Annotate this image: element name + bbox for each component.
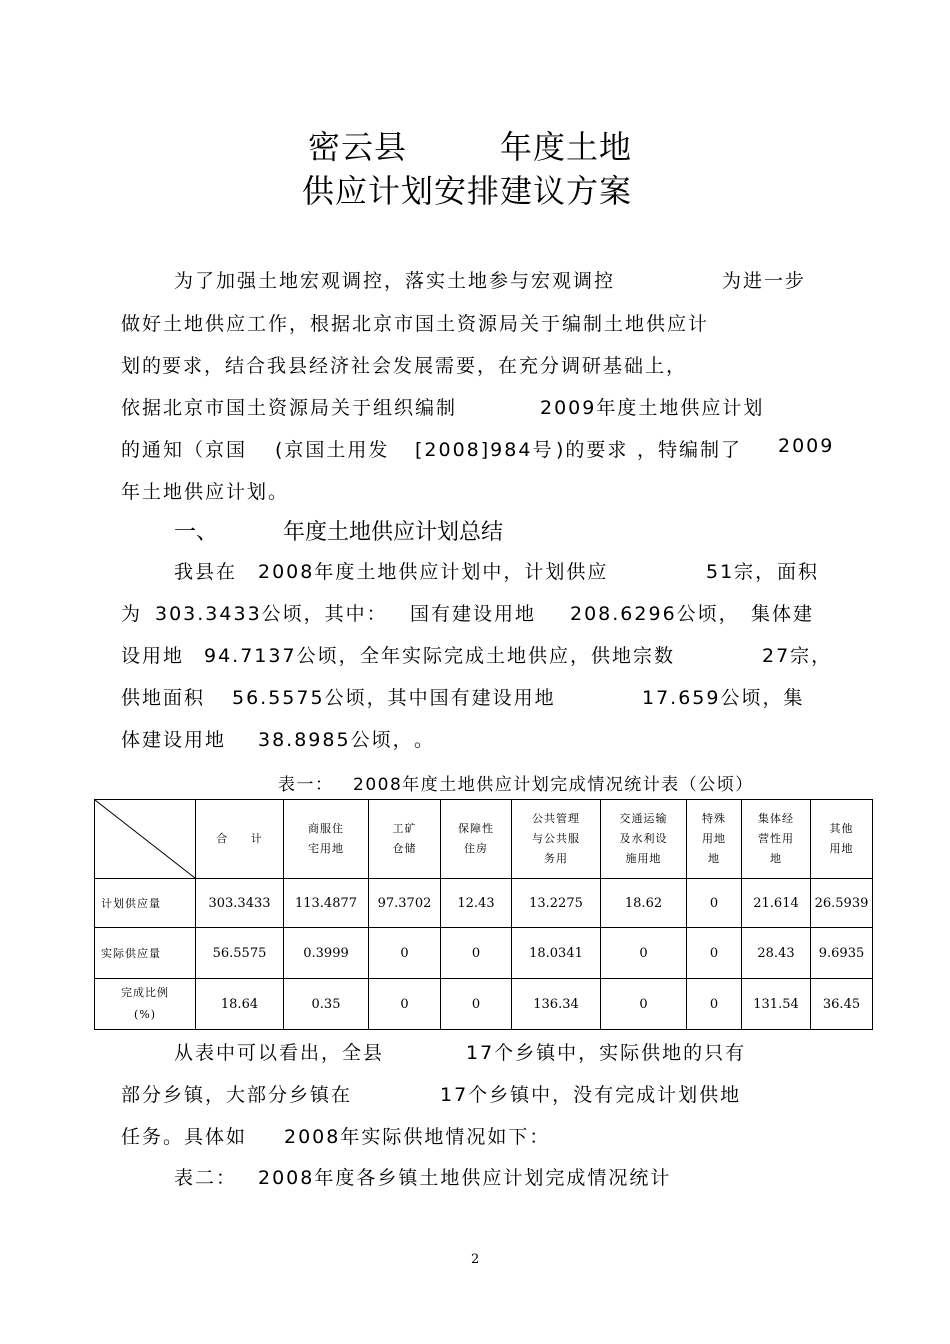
- table-cell: 131.54: [742, 979, 811, 1030]
- diagonal-line: [95, 800, 195, 878]
- row-label-ratio: 完成比例 (%): [95, 979, 196, 1030]
- after-l4-s2: 2008年度各乡镇土地供应计划完成情况统计: [258, 1167, 672, 1189]
- intro-p5-s2: (京国土用发: [275, 439, 390, 461]
- table-cell: 0: [441, 928, 512, 979]
- table-corner-cell: [95, 800, 196, 879]
- intro-p2: 做好土地供应工作，根据北京市国土资源局关于编制土地供应计: [121, 313, 710, 335]
- table-cell: 113.4877: [284, 879, 369, 928]
- summary-l4-s2: 56.5575公顷，其中国有建设用地: [232, 687, 556, 709]
- table-cell: 18.62: [601, 879, 687, 928]
- intro-p6: 年土地供应计划。: [121, 481, 290, 503]
- col-header-affordable: 保障性 住房: [441, 800, 512, 879]
- page-number: 2: [471, 1252, 480, 1267]
- table-cell: 18.64: [196, 979, 284, 1030]
- col-header-public: 公共管理 与公共服 务用: [512, 800, 601, 879]
- table-cell: 0: [601, 928, 687, 979]
- intro-p4-s1: 依据北京市国土资源局关于组织编制: [121, 397, 458, 419]
- summary-l3-s1: 设用地: [121, 645, 185, 667]
- after-l4-s1: 表二：: [174, 1167, 238, 1189]
- table-cell: 303.3433: [196, 879, 284, 928]
- table-cell: 18.0341: [512, 928, 601, 979]
- document-title-line1-a: 密云县: [308, 128, 408, 166]
- summary-l1-s4: 面积: [777, 561, 820, 583]
- col-header-industrial: 工矿 仓储: [369, 800, 441, 879]
- table-cell: 0: [601, 979, 687, 1030]
- table-cell: 0: [441, 979, 512, 1030]
- summary-l5-s2: 38.8985公顷，: [258, 729, 414, 751]
- table-header-row: [95, 800, 873, 879]
- summary-l5-s1: 体建设用地: [121, 729, 227, 751]
- summary-l2-s1: 为: [121, 603, 143, 625]
- table-cell: 0: [369, 979, 441, 1030]
- intro-p5-s3: [2008]984号: [415, 439, 554, 461]
- land-supply-table: [94, 799, 873, 1030]
- intro-p5-s6: 2009: [778, 435, 835, 457]
- summary-l1-s3: 51宗，: [706, 561, 777, 583]
- table-cell: 9.6935: [811, 928, 873, 979]
- table-cell: 13.2275: [512, 879, 601, 928]
- table-cell: 21.614: [742, 879, 811, 928]
- after-l1-s1: 从表中可以看出，全县: [174, 1042, 385, 1064]
- after-l1-s2: 17个乡镇中，实际供地的只有: [466, 1042, 747, 1064]
- document-title-line2: 供应计划安排建议方案: [302, 172, 633, 210]
- table-row: [95, 879, 873, 928]
- table-cell: 26.5939: [811, 879, 873, 928]
- intro-p5-s5: ，特编制了: [637, 439, 743, 461]
- summary-l3-s4: 27宗，: [762, 645, 833, 667]
- col-header-collective: 集体经 营性用 地: [742, 800, 811, 879]
- table-cell: 0.35: [284, 979, 369, 1030]
- summary-l2-s2: 303.3433公顷，其中：: [155, 603, 388, 625]
- table-cell: 136.34: [512, 979, 601, 1030]
- summary-l3-s2: 94.7137公顷，: [204, 645, 360, 667]
- table1-caption-text: 2008年度土地供应计划完成情况统计表（公顷）: [353, 775, 754, 795]
- section1-heading: 年度土地供应计划总结: [283, 520, 504, 545]
- section1-number: 一、: [174, 520, 219, 545]
- table-cell: 0: [687, 879, 742, 928]
- col-header-commercial: 商服住 宅用地: [284, 800, 369, 879]
- document-title-line1-b: 年度土地: [500, 128, 633, 166]
- summary-l3-s3: 全年实际完成土地供应，供地宗数: [360, 645, 676, 667]
- after-l2-s2: 17个乡镇中，没有完成计划供地: [440, 1084, 742, 1106]
- table1-caption-prefix: 表一：: [278, 775, 334, 795]
- table-cell: 0: [687, 928, 742, 979]
- summary-l4-s3: 17.659公顷，集: [642, 687, 805, 709]
- table-cell: 0.3999: [284, 928, 369, 979]
- summary-l1-s1: 我县在: [174, 561, 238, 583]
- intro-p5-s4: )的要求: [556, 439, 629, 461]
- intro-p3-s2: 要求，结合我县经济社会发展需要，在充分调研基础上，: [162, 355, 688, 377]
- table-cell: 12.43: [441, 879, 512, 928]
- table-cell: 97.3702: [369, 879, 441, 928]
- summary-l1-s2: 2008年度土地供应计划中，计划供应: [258, 561, 609, 583]
- intro-p3-s1: 划的: [121, 355, 164, 377]
- col-header-transport: 交通运输 及水利设 施用地: [601, 800, 687, 879]
- summary-l5-s3: 。: [414, 729, 436, 751]
- row-label-actual: 实际供应量: [95, 928, 196, 979]
- table-cell: 56.5575: [196, 928, 284, 979]
- col-header-total: 合 计: [196, 800, 284, 879]
- intro-p5-s1: 的通知（京国: [121, 439, 248, 461]
- summary-l2-s3: 国有建设用地: [410, 603, 537, 625]
- col-header-other: 其他 用地: [811, 800, 873, 879]
- after-l2-s1: 部分乡镇，大部分乡镇在: [121, 1084, 353, 1106]
- col-header-special: 特殊 用地 地: [687, 800, 742, 879]
- table-row: [95, 928, 873, 979]
- table-cell: 0: [687, 979, 742, 1030]
- row-label-planned: 计划供应量: [95, 879, 196, 928]
- after-l3-s2: 2008年实际供地情况如下：: [284, 1126, 551, 1148]
- intro-p1-s1: 为了加强土地宏观调控，落实土地参与宏观调控: [174, 270, 616, 292]
- intro-p4-s2: 2009年度土地供应计划: [540, 397, 765, 419]
- table-cell: 0: [369, 928, 441, 979]
- after-l3-s1: 任务。具体如: [121, 1126, 248, 1148]
- table-row: [95, 979, 873, 1030]
- summary-l2-s4: 208.6296公顷，: [570, 603, 740, 625]
- summary-l2-s5: 集体建: [751, 603, 815, 625]
- table-cell: 28.43: [742, 928, 811, 979]
- table-cell: 36.45: [811, 979, 873, 1030]
- intro-p1-s2: 为进一步: [722, 270, 807, 292]
- summary-l4-s1: 供地面积: [121, 687, 206, 709]
